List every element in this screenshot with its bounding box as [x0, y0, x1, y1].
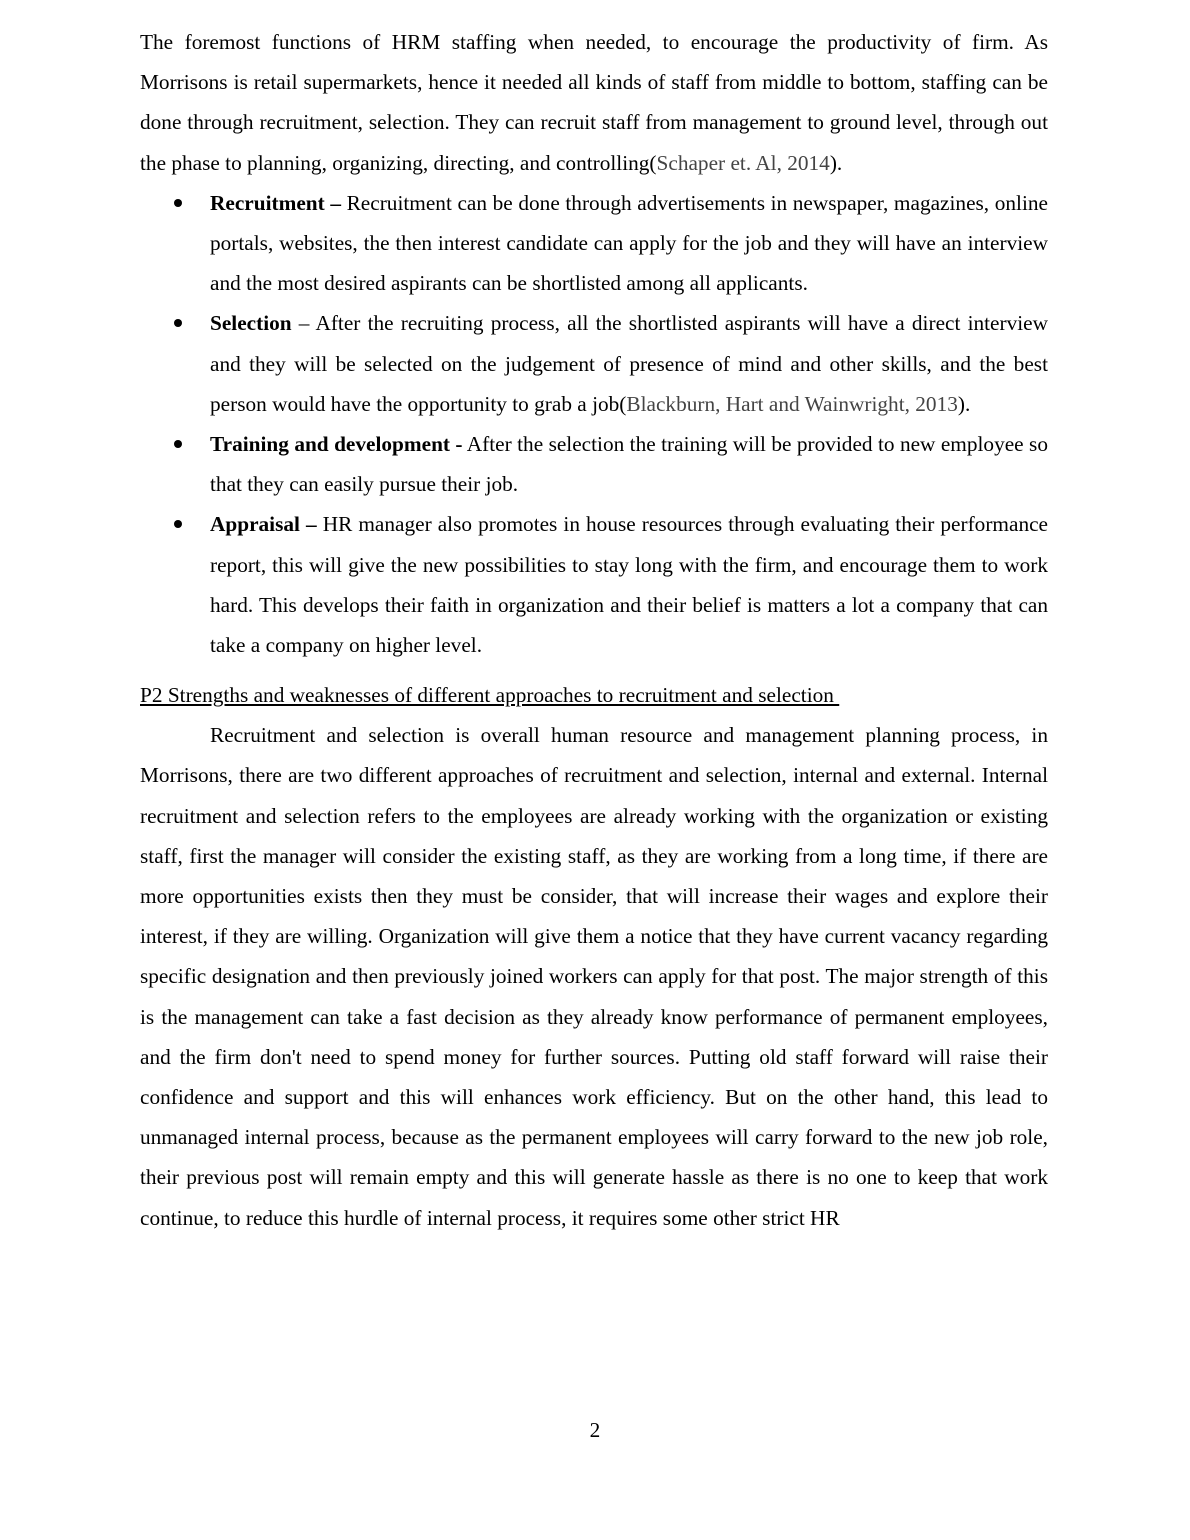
list-item-recruitment — [140, 183, 1048, 304]
document-page — [140, 22, 1048, 1238]
page-number: 2 — [589, 1418, 601, 1442]
list-item-training — [140, 424, 1048, 504]
list-item-appraisal — [140, 504, 1048, 665]
section-heading: P2 Strengths and weaknesses of different approaches to recruitment and selection — [140, 683, 840, 708]
bullet-icon — [174, 319, 182, 327]
intro-close: ). — [829, 150, 843, 175]
list-item-close: ). — [957, 391, 971, 416]
list-item-selection — [140, 303, 1048, 424]
intro-paragraph — [140, 22, 1048, 183]
bullet-icon — [174, 199, 182, 207]
intro-citation: Schaper et. Al, 2014 — [656, 150, 830, 175]
list-item-text: – After the recruiting process, all the shortlisted aspirants will have a direct interview and they will be selected on the judgement of presence of mind and other skills, and the best person would have the opportunity to grab a job( — [210, 311, 1048, 416]
list-item-term: Selection — [210, 311, 292, 336]
list-item-citation: Blackburn, Hart and Wainwright, 2013 — [626, 391, 958, 416]
list-item-text: After the selection the training will be provided to new employee so that they can easily pursue their job. — [210, 432, 1048, 497]
list-item-text: HR manager also promotes in house resources through evaluating their performance report, this will give the new possibilities to stay long with the firm, and encourage them to work hard. This develops their faith in organization and their belief is matters a lot a company that can take a company on higher level. — [210, 512, 1048, 658]
bullet-icon — [174, 440, 182, 448]
list-item-text: Recruitment can be done through advertisements in newspaper, magazines, online portals, websites, the then interest candidate can apply for the job and they will have an interview and the most desired aspirants can be shortlisted among all applicants. — [210, 190, 1048, 296]
list-item-term: Appraisal – — [210, 512, 317, 537]
body-paragraph: Recruitment and selection is overall human resource and management planning process, in Morrisons, there are two different approaches of recruitment and selection, internal and external. Internal recruitment and selection refers to the employees are already working with the organization or existing staff, first the manager will consider the existing staff, as they are working from a long time, if there are more opportunities exists then they must be consider, that will increase their wages and explore their interest, if they are willing. Organization will give them a notice that they have current vacancy regarding specific designation and then previously joined workers can apply for that post. The major strength of this is the management can take a fast decision as they already know performance of permanent employees, and the firm don't need to spend money for further sources. Putting old staff forward will raise their confidence and support and this will enhances work efficiency. But on the other hand, this lead to unmanaged internal process, because as the permanent employees will carry forward to the new job role, their previous post will remain empty and this will generate hassle as there is no one to keep that work continue, to reduce this hurdle of internal process, it requires some other strict HR — [140, 723, 1048, 1230]
hrm-functions-list — [140, 183, 1048, 665]
list-item-term: Recruitment – — [210, 190, 341, 215]
intro-text: The foremost functions of HRM staffing when needed, to encourage the productivity of firm. As Morrisons is retail supermarkets, hence it needed all kinds of staff from middle to bottom, staffing can be done through recruitment, selection. They can recruit staff from management to ground level, through out the phase to planning, organizing, directing, and controlling( — [140, 30, 1048, 175]
list-item-term: Training and development - — [210, 432, 463, 457]
bullet-icon — [174, 520, 182, 528]
